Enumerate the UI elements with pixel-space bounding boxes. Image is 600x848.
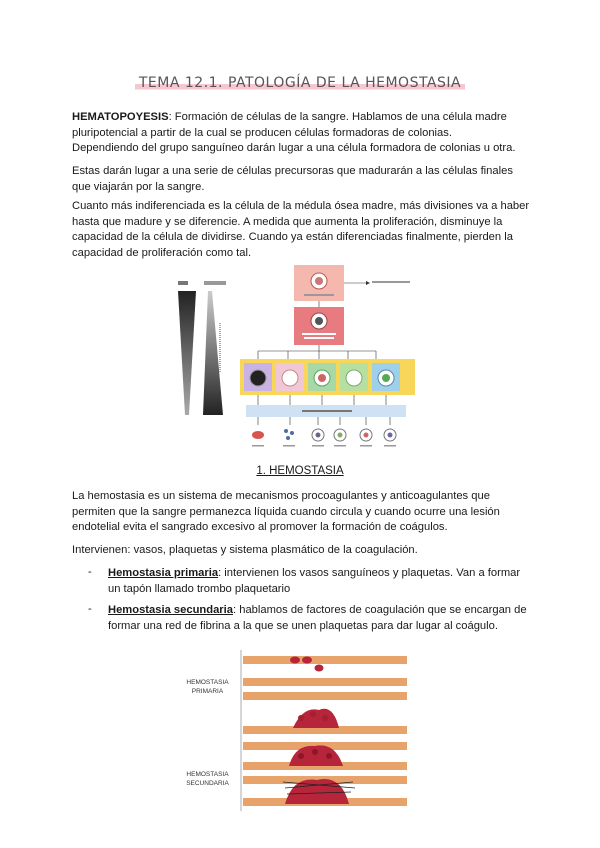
precursor-cell-2-icon [282,370,298,386]
vessel-panel-4 [243,776,407,806]
term-hemostasia-secundaria: Hemostasia secundaria [108,604,233,616]
platelet-1 [290,657,300,664]
self-renewal-caption [372,281,410,283]
vessel-panel-2 [243,692,407,734]
cfu-caption-b [304,337,334,339]
paragraph-intervienen: Intervienen: vasos, plaquetas y sistema plasmático de la coagulación. [72,544,418,556]
para1-line3: Dependiendo del grupo sanguíneo darán lugar a una célula formadora de colonias u otra. [72,142,516,154]
platelet-2 [302,657,312,664]
bullet-hemostasia-secundaria [108,603,538,634]
para1-line2: pluripotencial a partir de la cual se producen células formadoras de colonias. [72,126,452,139]
final-arrows [258,417,390,425]
wedge-label-b [204,281,226,285]
para3-line2: hasta que madure y se diferencie. A medida que aumenta la proliferación, disminuye la [72,215,503,228]
proliferation-wedges [178,281,226,415]
precursor-cell-4-icon [346,370,362,386]
page-title [0,75,600,91]
section-heading-hemostasia: 1. HEMOSTASIA [256,465,344,477]
paragraph-hemostasia-definition [72,489,542,536]
label-hemostasia-secundaria: HEMOSTASIA SECUNDARIA [186,771,229,787]
term-hemostasia-primaria: Hemostasia primaria [108,567,219,579]
precursor-cell-1-icon [250,370,266,386]
hematopoiesis-diagram [170,263,425,458]
vessel-panel-3 [243,742,407,770]
cfu-nucleus [315,317,323,325]
stem-cell-box [294,265,410,301]
bullet-marker-2: - [88,603,92,615]
hemostasis-illustration [235,648,410,813]
bullet-marker-1: - [88,566,92,578]
bullet1-line1: : intervienen los vasos sanguíneos y plaquetas. Van a formar [218,567,521,579]
bullet1-line2: un tapón llamado trombo plaquetario [108,582,291,595]
label-hemostasia-primaria: HEMOSTASIA PRIMARIA [186,679,229,695]
stem-cell-nucleus [315,277,323,285]
platelet-3 [315,665,324,672]
vessel-panel-1 [243,656,407,686]
paragraph-hematopoyesis [72,110,532,157]
page-title-text: TEMA 12.1. PATOLOGÍA DE LA HEMOSTASIA [135,75,465,91]
mature-cells-caption [302,410,352,412]
self-renewal-arrowhead [366,281,370,285]
hemostasis-figure [180,648,410,813]
para1-line1: : Formación de células de la sangre. Hablamos de una célula madre [168,111,507,123]
term-hematopoyesis: HEMATOPOYESIS [72,111,169,123]
maturation-arrows [258,395,386,405]
paragraph-precursoras [72,164,532,195]
para4-line3: endotelial evita el sangrado excesivo al promover la formación de coágulos. [72,521,448,533]
para3-line1: Cuanto más indiferenciada es la célula de la médula ósea madre, más divisiones va a haber [72,200,530,212]
erythrocyte-icon [252,431,264,439]
paragraph-diferenciacion [72,199,532,261]
para2-line2: que viajarán por la sangre. [72,180,205,193]
para3-line3: capacidad de la célula de dividirse. Cuando ya están diferenciadas finalmente, pierden la [72,231,513,243]
cfu-caption-a [302,333,336,335]
bullet2-line1: : hablamos de factores de coagulación que se encargan de [233,604,527,616]
branch-arrows [258,345,376,359]
vessel-wall-top [243,656,407,664]
vessel-wall-bottom [243,678,407,686]
platelet-icon [284,429,288,433]
precursor-row [240,359,415,395]
precursor-cell-5-nucleus [382,374,390,382]
para4-line2: permiten que la sangre permanezca líquida cuando circula y cuando ocurre una lesión [72,505,500,518]
para3-line4: capacidad de proliferación como tal. [72,246,252,259]
mature-cells [252,429,396,447]
cfu-box [294,307,344,345]
stem-cell-caption [304,294,334,296]
para4-line1: La hemostasia es un sistema de mecanismos procoagulantes y anticoagulantes que [72,490,490,502]
wedge-label-a [178,281,188,285]
proliferation-wedge-left [178,291,196,415]
para2-line1: Estas darán lugar a una serie de células precursoras que madurarán a las células finales [72,165,513,177]
bullet2-line2: formar una red de fibrina a la que se unen plaquetas para dar lugar al coágulo. [108,619,498,632]
precursor-cell-3-nucleus [318,374,326,382]
bullet-hemostasia-primaria [108,566,538,597]
